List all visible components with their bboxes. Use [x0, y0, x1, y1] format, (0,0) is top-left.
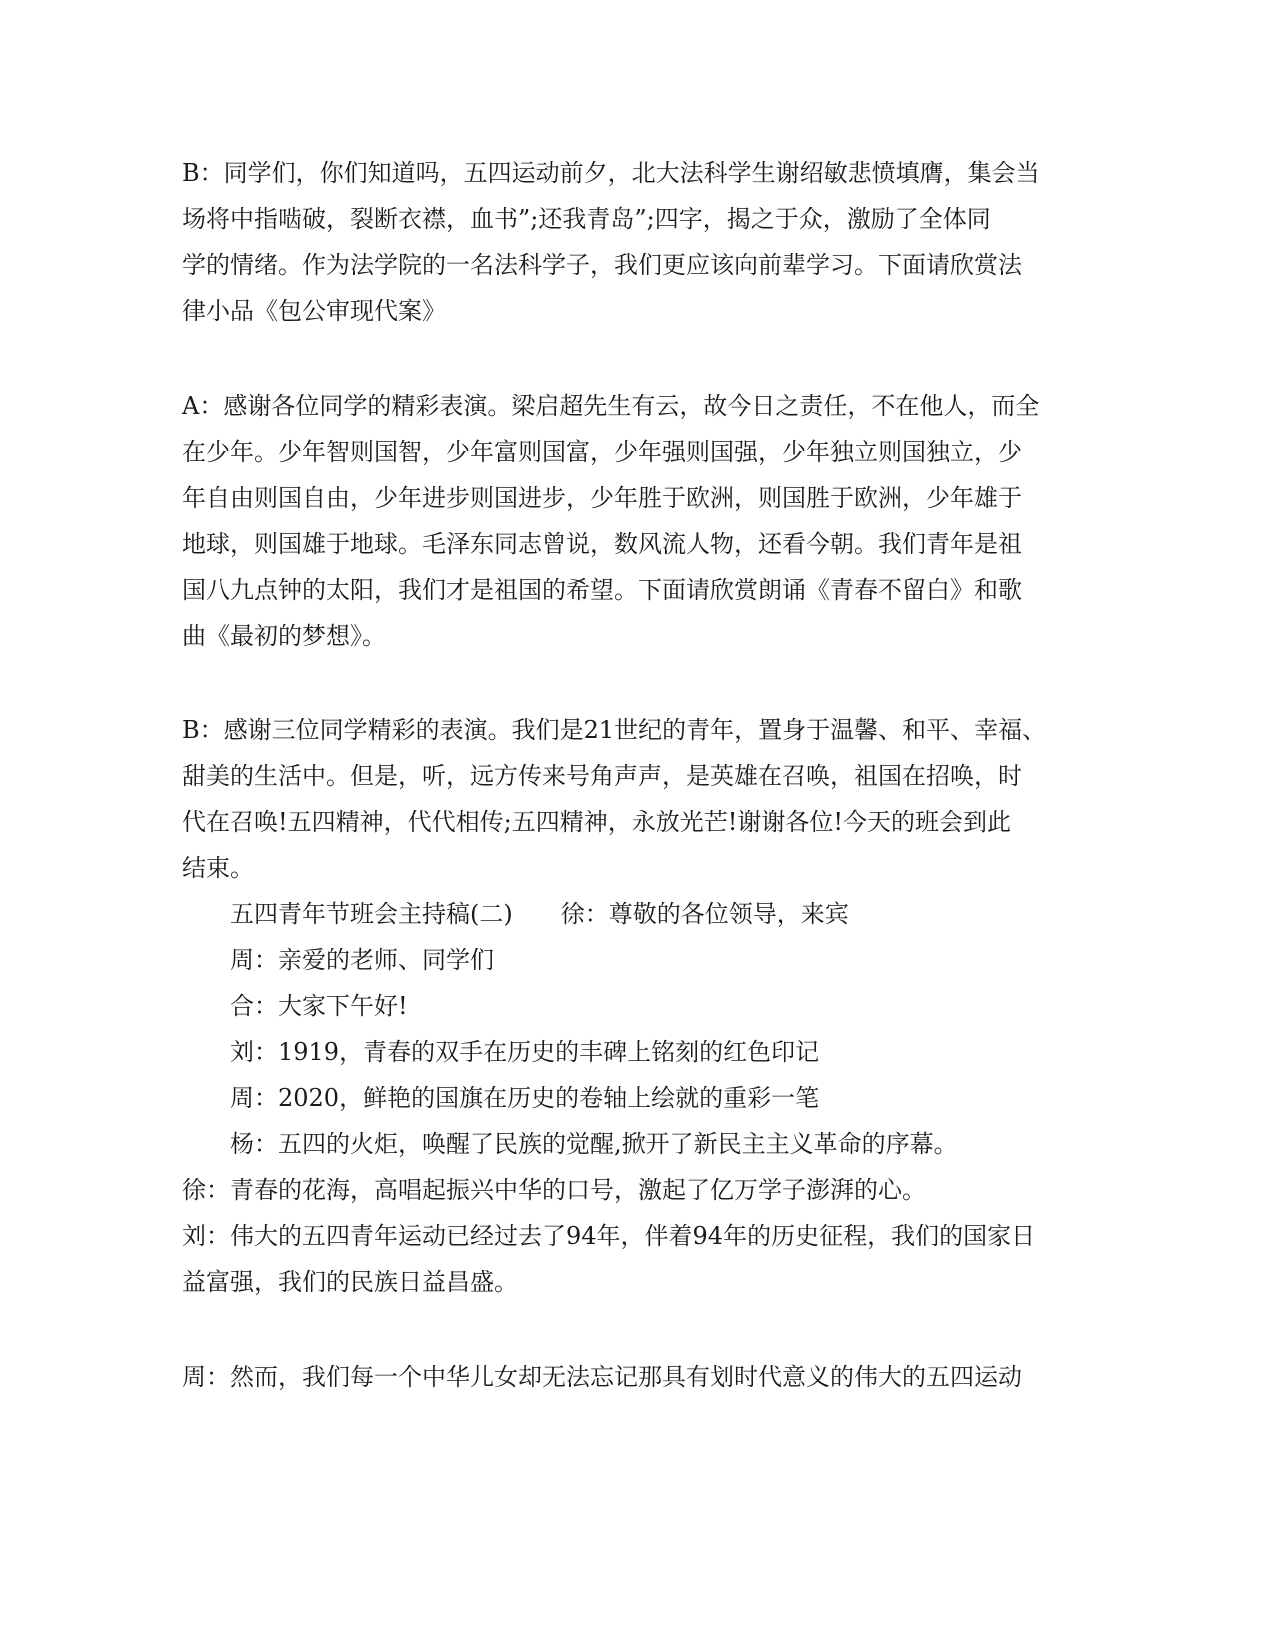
- text-line: 曲《最初的梦想》。: [182, 622, 386, 650]
- text-line: B：同学们，你们知道吗，五四运动前夕，北大法科学生谢绍敏悲愤填膺，集会当: [182, 159, 1040, 187]
- text-line: 代在召唤!五四精神，代代相传;五四精神，永放光芒!谢谢各位!今天的班会到此: [182, 808, 1012, 836]
- text-line: 周：然而，我们每一个中华儿女却无法忘记那具有划时代意义的伟大的五四运动: [182, 1363, 1022, 1391]
- script-line: 周：2020，鲜艳的国旗在历史的卷轴上绘就的重彩一笔: [230, 1084, 820, 1112]
- text-line: 年自由则国自由，少年进步则国进步，少年胜于欧洲，则国胜于欧洲，少年雄于: [182, 484, 1022, 512]
- text-line: 学的情绪。作为法学院的一名法科学子，我们更应该向前辈学习。下面请欣赏法: [182, 251, 1022, 279]
- script-line: 益富强，我们的民族日益昌盛。: [182, 1268, 518, 1296]
- text-line: 场将中指啮破，裂断衣襟，血书”;还我青岛”;四字，揭之于众，激励了全体同: [182, 205, 991, 233]
- script-title-line: 五四青年节班会主持稿(二) 徐：尊敬的各位领导，来宾: [230, 900, 849, 928]
- script-line: 刘：伟大的五四青年运动已经过去了94年，伴着94年的历史征程，我们的国家日: [182, 1222, 1036, 1250]
- script-line: 合：大家下午好!: [230, 992, 408, 1020]
- text-line: 甜美的生活中。但是，听，远方传来号角声声，是英雄在召唤，祖国在招唤，时: [182, 762, 1022, 790]
- text-line: 律小品《包公审现代案》: [182, 297, 446, 325]
- script-line: 周：亲爱的老师、同学们: [230, 946, 494, 974]
- text-line: 地球，则国雄于地球。毛泽东同志曾说，数风流人物，还看今朝。我们青年是祖: [182, 530, 1022, 558]
- text-line: B：感谢三位同学精彩的表演。我们是21世纪的青年，置身于温馨、和平、幸福、: [182, 716, 1047, 744]
- text-line: A：感谢各位同学的精彩表演。梁启超先生有云，故今日之责任，不在他人，而全: [182, 392, 1040, 420]
- text-line: 国八九点钟的太阳，我们才是祖国的希望。下面请欣赏朗诵《青春不留白》和歌: [182, 576, 1022, 604]
- script-line: 徐：青春的花海，高唱起振兴中华的口号，激起了亿万学子澎湃的心。: [182, 1176, 926, 1204]
- script-line: 刘：1919，青春的双手在历史的丰碑上铭刻的红色印记: [230, 1038, 820, 1066]
- text-line: 结束。: [182, 854, 254, 882]
- text-line: 在少年。少年智则国智，少年富则国富，少年强则国强，少年独立则国独立，少: [182, 438, 1022, 466]
- script-line: 杨：五四的火炬，唤醒了民族的觉醒,掀开了新民主主义革命的序幕。: [230, 1130, 958, 1158]
